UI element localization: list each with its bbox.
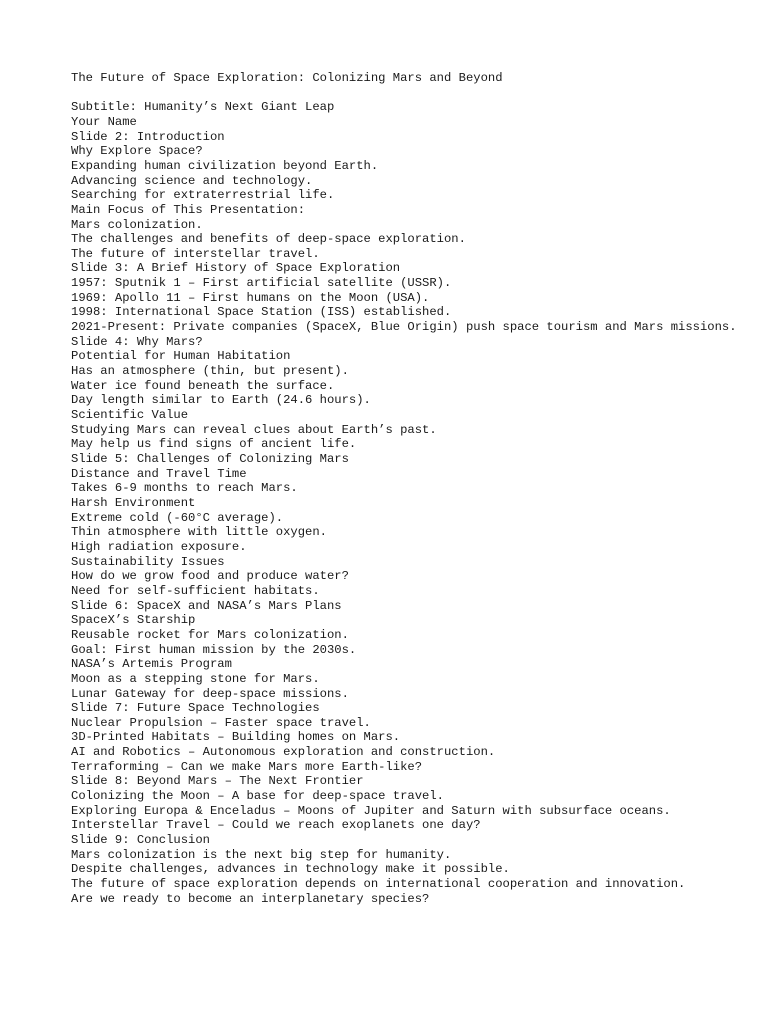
text-line: Subtitle: Humanity’s Next Giant Leap — [71, 100, 335, 115]
text-line: Slide 7: Future Space Technologies — [71, 701, 320, 716]
text-line: Extreme cold (-60°C average). — [71, 510, 284, 525]
text-line: Takes 6-9 months to reach Mars. — [71, 481, 298, 496]
text-line: The future of interstellar travel. — [71, 246, 320, 261]
text-line: Slide 6: SpaceX and NASA’s Mars Plans — [71, 598, 342, 613]
text-line: Reusable rocket for Mars colonization. — [71, 627, 349, 642]
text-line: Lunar Gateway for deep-space missions. — [71, 686, 349, 701]
text-line: AI and Robotics – Autonomous exploration and construction. — [71, 745, 496, 760]
text-line: Sustainability Issues — [71, 554, 225, 569]
text-line: Has an atmosphere (thin, but present). — [71, 364, 349, 379]
text-line: Terraforming – Can we make Mars more Earth-like? — [71, 759, 423, 774]
text-line: Despite challenges, advances in technology make it possible. — [71, 862, 510, 877]
text-line: Potential for Human Habitation — [71, 349, 291, 364]
text-line: Advancing science and technology. — [71, 173, 313, 188]
text-line: Interstellar Travel – Could we reach exoplanets one day? — [71, 818, 481, 833]
text-line: NASA’s Artemis Program — [71, 657, 232, 672]
text-line: Expanding human civilization beyond Earth. — [71, 158, 379, 173]
text-line: Water ice found beneath the surface. — [71, 378, 335, 393]
text-line: Studying Mars can reveal clues about Earth’s past. — [71, 422, 437, 437]
text-line: 2021-Present: Private companies (SpaceX, Blue Origin) push space tourism and Mars missions. — [71, 320, 737, 335]
text-line: Need for self-sufficient habitats. — [71, 583, 320, 598]
text-line: Main Focus of This Presentation: — [71, 202, 306, 217]
text-line: Nuclear Propulsion – Faster space travel. — [71, 715, 371, 730]
text-line: Mars colonization is the next big step for humanity. — [71, 847, 452, 862]
document-title: The Future of Space Exploration: Colonizing Mars and Beyond — [71, 71, 503, 85]
text-line: Slide 3: A Brief History of Space Exploration — [71, 261, 401, 276]
text-line: Mars colonization. — [71, 217, 203, 232]
text-line: Scientific Value — [71, 408, 189, 423]
text-line: Slide 9: Conclusion — [71, 833, 210, 848]
text-line: The challenges and benefits of deep-space exploration. — [71, 232, 466, 247]
text-line: Day length similar to Earth (24.6 hours). — [71, 393, 371, 408]
text-line: 3D-Printed Habitats – Building homes on Mars. — [71, 730, 401, 745]
text-line: Slide 5: Challenges of Colonizing Mars — [71, 452, 349, 466]
text-line: Slide 8: Beyond Mars – The Next Frontier — [71, 774, 364, 789]
text-line: 1957: Sputnik 1 – First artificial satellite (USSR). — [71, 276, 452, 291]
text-line: 1969: Apollo 11 – First humans on the Moon (USA). — [71, 290, 430, 305]
text-line: Searching for extraterrestrial life. — [71, 188, 335, 203]
text-line: 1998: International Space Station (ISS) established. — [71, 305, 452, 320]
text-line: The future of space exploration depends on international cooperation and innovation. — [71, 877, 686, 892]
text-line: Your Name — [71, 114, 137, 129]
document-body — [71, 100, 751, 906]
text-line: How do we grow food and produce water? — [71, 569, 349, 584]
text-line: High radiation exposure. — [71, 539, 247, 554]
text-line: Why Explore Space? — [71, 144, 203, 159]
text-line: Exploring Europa & Enceladus – Moons of Jupiter and Saturn with subsurface oceans. — [71, 803, 671, 818]
text-line: May help us find signs of ancient life. — [71, 437, 357, 452]
text-line: Colonizing the Moon – A base for deep-space travel. — [71, 789, 444, 804]
document-page — [71, 71, 751, 906]
text-line: Slide 4: Why Mars? — [71, 334, 203, 349]
text-line: Moon as a stepping stone for Mars. — [71, 671, 320, 686]
text-line: Distance and Travel Time — [71, 466, 247, 481]
text-line: Slide 2: Introduction — [71, 129, 225, 144]
text-line: Thin atmosphere with little oxygen. — [71, 525, 327, 540]
text-line: SpaceX’s Starship — [71, 613, 196, 628]
text-line: Harsh Environment — [71, 495, 196, 510]
text-line: Are we ready to become an interplanetary species? — [71, 891, 430, 906]
text-line: Goal: First human mission by the 2030s. — [71, 642, 357, 657]
